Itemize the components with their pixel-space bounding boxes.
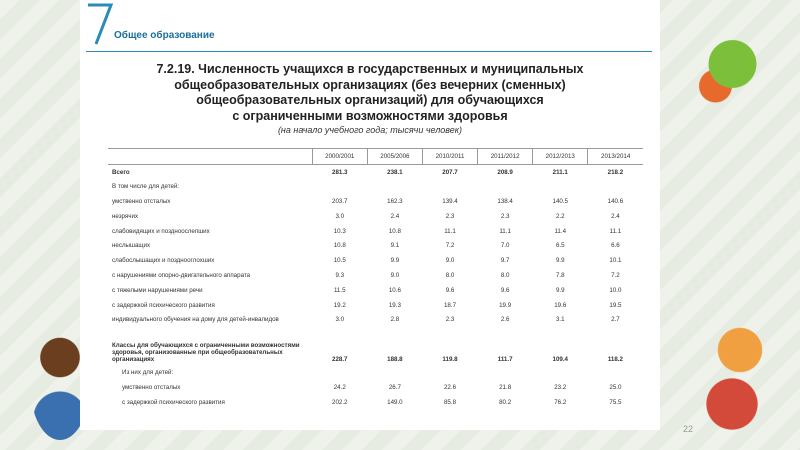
column-header: 2005/2006 [367, 149, 422, 165]
title-line: с ограниченными возможностями здоровья [232, 108, 508, 123]
row-label: Всего [112, 168, 130, 176]
cell-value [533, 179, 588, 194]
table-row [108, 224, 643, 239]
cell-value: 19.3 [388, 301, 401, 309]
cell-value [533, 365, 588, 380]
cell-value: 22.6 [443, 383, 457, 391]
cell-value: 2.4 [611, 212, 620, 220]
cell-value: 19.6 [554, 301, 567, 309]
cell-value: 11.1 [609, 227, 622, 235]
title-line: общеобразовательных организациях (без вечерних (сменных) [174, 77, 566, 92]
table-row [108, 238, 643, 253]
column-header: 2000/2001 [312, 149, 367, 165]
data-table [108, 148, 643, 410]
page-number: 22 [683, 424, 694, 434]
cell-value: 2.3 [445, 316, 455, 324]
table-row [108, 268, 643, 283]
cell-value: 9.6 [445, 286, 455, 294]
cell-value: 7.2 [445, 242, 455, 250]
header-divider [86, 51, 652, 52]
cell-value [312, 365, 367, 380]
title-line: 7.2.19. Численность учащихся в государственных и муниципальных [156, 62, 584, 76]
cell-value: 3.0 [335, 212, 345, 220]
row-label: незрячих [112, 212, 139, 220]
cell-value: 10.8 [388, 227, 401, 235]
table-row [108, 380, 643, 395]
row-label: с задержкой психического развития [122, 398, 225, 406]
cell-value: 162.3 [387, 197, 403, 205]
row-label: умственно отсталых [112, 197, 171, 205]
row-label: слабовидящих и поздноослепших [112, 227, 210, 235]
cell-value: 203.7 [332, 197, 348, 205]
table-row [108, 209, 643, 224]
cell-value: 2.4 [390, 212, 400, 220]
row-label: Из них для детей: [122, 369, 174, 377]
cell-value: 208.9 [497, 168, 513, 176]
cell-value: 7.8 [555, 271, 565, 279]
cell-value: 2.6 [500, 316, 510, 324]
logo-family-illustration [690, 20, 775, 130]
section-title: Общее образование [114, 30, 215, 41]
cell-value [478, 365, 533, 380]
cell-value: 109.4 [552, 356, 568, 364]
table-row [108, 283, 643, 298]
cell-value: 19.9 [499, 301, 512, 309]
row-label: индивидуального обучения на дому для детей-инвалидов [112, 316, 279, 324]
table-row [108, 298, 643, 313]
cell-value [588, 365, 643, 380]
table-row [108, 312, 643, 327]
table-row [108, 253, 643, 268]
cell-value [588, 179, 643, 194]
cell-value: 139.4 [442, 197, 458, 205]
cell-value: 238.1 [387, 168, 403, 176]
cell-value: 3.1 [555, 316, 565, 324]
cell-value: 18.7 [443, 301, 457, 309]
cell-value: 9.9 [555, 286, 565, 294]
cell-value: 75.5 [609, 398, 622, 406]
cell-value: 138.4 [497, 197, 513, 205]
cell-value: 10.5 [333, 257, 346, 265]
row-label: умственно отсталых [122, 383, 181, 391]
cell-value: 9.1 [390, 242, 400, 250]
cell-value: 281.3 [332, 168, 348, 176]
column-header: 2012/2013 [533, 149, 588, 165]
cell-value: 80.2 [499, 398, 512, 406]
cell-value: 25.0 [609, 383, 622, 391]
cell-value: 140.6 [607, 197, 624, 205]
cell-value: 3.0 [335, 316, 345, 324]
cell-value: 7.0 [500, 242, 510, 250]
cell-value: 19.2 [333, 301, 346, 309]
column-header: 2013/2014 [588, 149, 643, 165]
row-label: с тяжелыми нарушениями речи [112, 286, 203, 294]
table-title [80, 62, 660, 124]
cell-value [367, 365, 422, 380]
row-label: В том числе для детей: [112, 183, 180, 191]
cell-value: 119.8 [442, 356, 458, 364]
cell-value: 149.0 [387, 398, 403, 406]
cell-value: 140.5 [552, 197, 568, 205]
document-page [80, 0, 694, 434]
cell-value: 211.1 [552, 168, 568, 176]
cell-value: 118.2 [607, 356, 623, 364]
cell-value: 10.0 [609, 286, 622, 294]
table-row [108, 194, 643, 209]
cell-value: 24.2 [333, 383, 346, 391]
cell-value: 2.3 [445, 212, 455, 220]
cell-value: 2.7 [611, 316, 620, 324]
table-subtitle: (на начало учебного года; тысячи человек) [277, 125, 463, 135]
cell-value [422, 179, 477, 194]
cell-value: 9.3 [335, 271, 345, 279]
cell-value [478, 179, 533, 194]
cell-value: 6.6 [611, 242, 620, 250]
column-header: 2010/2011 [422, 149, 477, 165]
table-row [108, 327, 643, 365]
table-row [108, 365, 643, 380]
chapter-number-seven [86, 2, 114, 46]
cell-value: 8.0 [500, 271, 510, 279]
cell-value [367, 179, 422, 194]
cell-value: 2.8 [390, 316, 400, 324]
cell-value: 6.5 [555, 242, 565, 250]
row-label: слабослышащих и позднооглохших [112, 257, 215, 265]
cell-value: 10.8 [333, 242, 346, 250]
cell-value [422, 365, 477, 380]
cell-value: 2.3 [500, 212, 510, 220]
table-row [108, 165, 643, 180]
cell-value: 21.8 [499, 383, 512, 391]
row-label: с задержкой психического развития [112, 301, 215, 309]
child-backpack-illustration [700, 320, 780, 440]
column-header: 2011/2012 [478, 149, 533, 165]
cell-value: 10.6 [388, 286, 401, 294]
cell-value: 207.7 [442, 168, 458, 176]
title-line: общеобразовательных организаций) для обучающихся [196, 93, 544, 107]
row-label: с нарушениями опорно-двигательного аппарата [112, 271, 251, 279]
row-label: неслышащих [112, 242, 151, 250]
cell-value: 85.8 [443, 398, 457, 406]
cell-value: 9.0 [445, 257, 455, 265]
cell-value: 188.8 [387, 356, 403, 364]
cell-value: 76.2 [554, 398, 567, 406]
cell-value: 218.2 [607, 168, 624, 176]
header-blank [108, 149, 312, 165]
cell-value: 9.9 [390, 257, 400, 265]
cell-value [312, 179, 367, 194]
cell-value: 11.4 [554, 227, 567, 235]
cell-value: 111.7 [497, 356, 513, 364]
cell-value: 10.3 [333, 227, 346, 235]
table-row [108, 179, 643, 194]
cell-value: 202.2 [332, 398, 348, 406]
cell-value: 9.0 [390, 271, 400, 279]
cell-value: 26.7 [388, 383, 401, 391]
cell-value: 9.6 [500, 286, 510, 294]
row-label: Классы для обучающихся с ограниченными возможностями здоровья, организованные при общеобразовательных организациях [112, 342, 300, 364]
cell-value: 10.1 [609, 257, 622, 265]
cell-value: 23.2 [554, 383, 567, 391]
cell-value: 2.2 [555, 212, 565, 220]
cell-value: 9.7 [500, 257, 510, 265]
cell-value: 11.1 [499, 227, 511, 235]
cell-value: 7.2 [611, 271, 620, 279]
cell-value: 11.1 [444, 227, 456, 235]
cell-value: 19.5 [609, 301, 622, 309]
table-row [108, 395, 643, 410]
cell-value: 11.5 [333, 286, 346, 294]
cell-value: 228.7 [332, 356, 348, 364]
cell-value: 9.9 [555, 257, 565, 265]
cell-value: 8.0 [445, 271, 455, 279]
